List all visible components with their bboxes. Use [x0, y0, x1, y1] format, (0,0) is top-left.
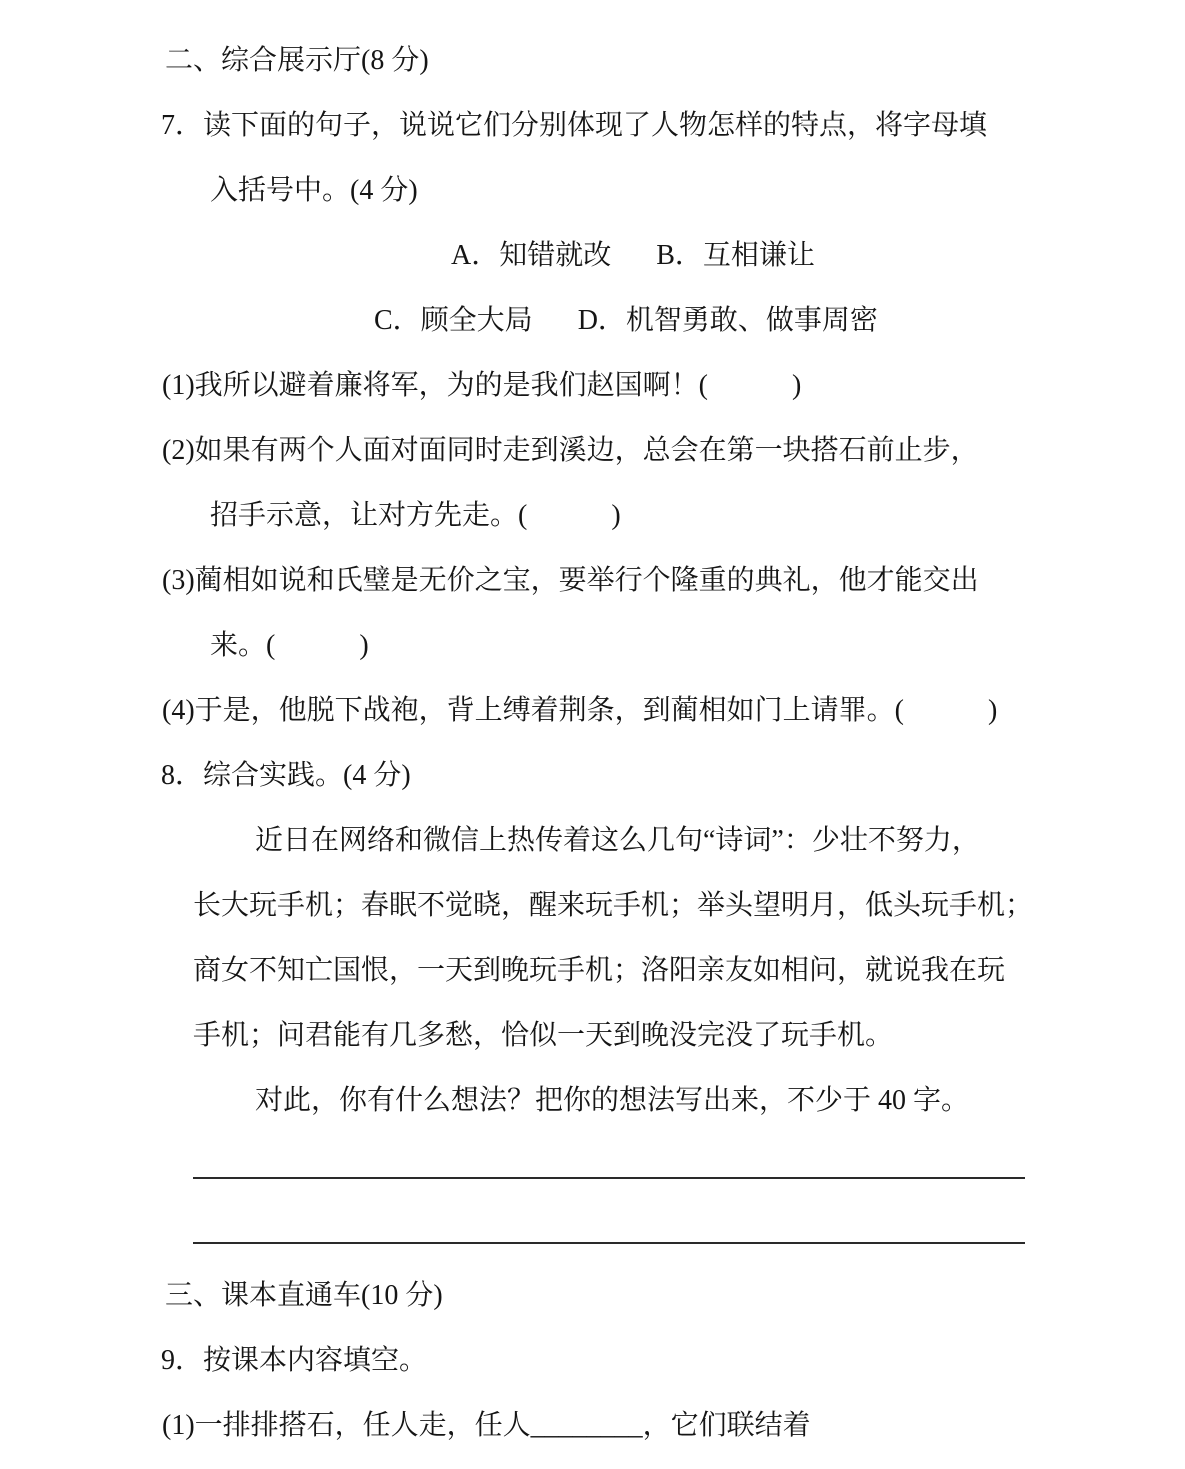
q8-stem: 8．综合实践。(4 分) [161, 760, 411, 791]
q7-subitem-4: (4)于是，他脱下战袍，背上缚着荆条，到蔺相如门上请罪。( ) [162, 695, 998, 726]
q8-passage-line-4: 手机；问君能有几多愁，恰似一天到晚没完没了玩手机。 [193, 1020, 894, 1051]
q8-writing-prompt: 对此，你有什么想法？把你的想法写出来，不少于 40 字。 [255, 1085, 970, 1116]
q7-subitem-2-line-2: 招手示意，让对方先走。( ) [210, 500, 621, 531]
q7-option-d: D．机智勇敢、做事周密 [577, 305, 878, 336]
q8-answer-line-2 [0, 1198, 1185, 1263]
q9-stem: 9．按课本内容填空。 [161, 1345, 428, 1376]
answer-rule [193, 1242, 1025, 1244]
section-3-heading: 三、课本直通车(10 分) [165, 1280, 443, 1311]
section-2-heading: 二、综合展示厅(8 分) [165, 45, 429, 76]
q7-options-row-1 [0, 223, 1185, 288]
q8-answer-line-1 [0, 1133, 1185, 1198]
q7-subitem-2-line-1: (2)如果有两个人面对面同时走到溪边，总会在第一块搭石前止步， [162, 435, 979, 466]
q7-stem-line-2: 入括号中。(4 分) [210, 175, 418, 206]
q8-passage-line-2: 长大玩手机；春眠不觉晓，醒来玩手机；举头望明月，低头玩手机； [193, 890, 1034, 921]
q8-passage-line-1: 近日在网络和微信上热传着这么几句“诗词”：少壮不努力， [255, 825, 980, 856]
q7-option-c: C．顾全大局 [374, 305, 533, 336]
q7-option-b: B．互相谦让 [656, 240, 815, 271]
q7-subitem-1: (1)我所以避着廉将军，为的是我们赵国啊！( ) [162, 370, 802, 401]
q7-options-row-2 [0, 288, 1185, 353]
answer-rule [193, 1177, 1025, 1179]
q7-option-a: A．知错就改 [451, 240, 612, 271]
q9-subitem-1: (1)一排排搭石，任人走，任人________，它们联结着 [162, 1410, 811, 1441]
q8-passage-line-3: 商女不知亡国恨，一天到晚玩手机；洛阳亲友如相问，就说我在玩 [193, 955, 1006, 986]
q7-stem-line-1: 7．读下面的句子，说说它们分别体现了人物怎样的特点，将字母填 [161, 110, 988, 141]
q7-subitem-3-line-2: 来。( ) [210, 630, 369, 661]
q7-subitem-3-line-1: (3)蔺相如说和氏璧是无价之宝，要举行个隆重的典礼，他才能交出 [162, 565, 979, 596]
